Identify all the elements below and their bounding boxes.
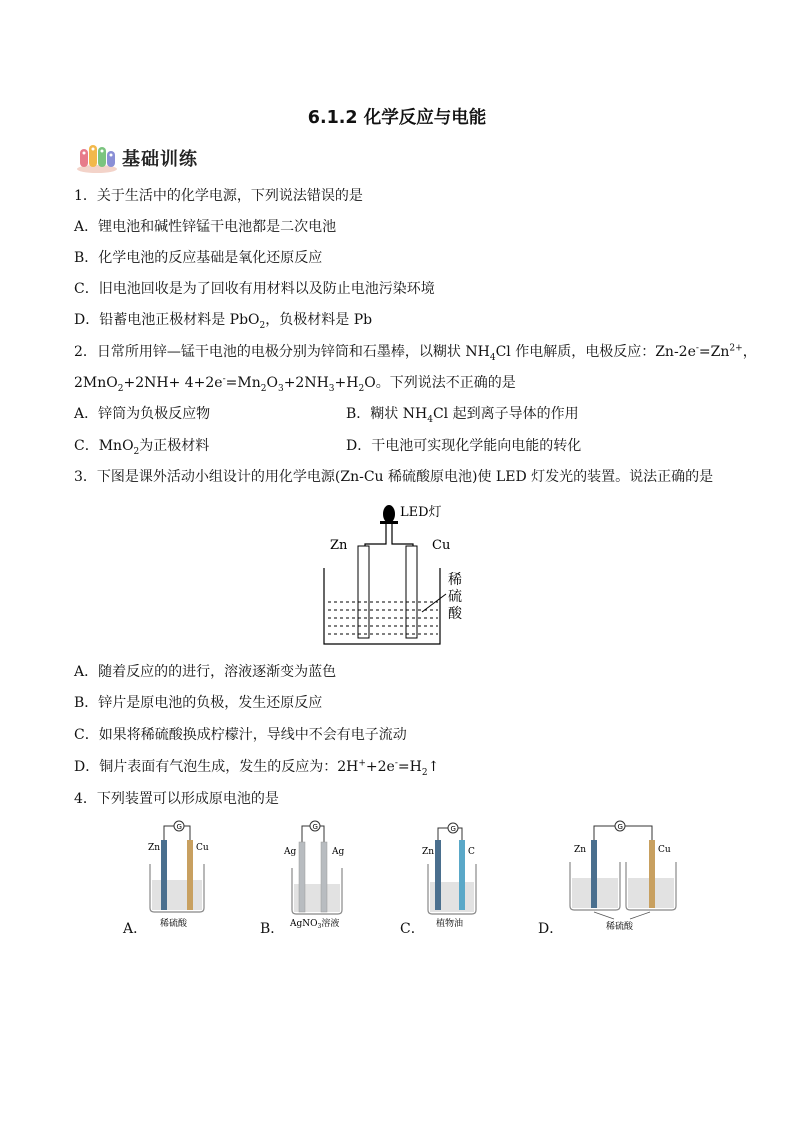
svg-text:Zn: Zn (148, 843, 161, 853)
q4-option-a-letter: A． (123, 921, 148, 937)
q1-option-c: C．旧电池回收是为了回收有用材料以及防止电池污染环境 (74, 281, 435, 297)
svg-text:G: G (450, 825, 456, 833)
svg-text:G: G (312, 823, 318, 831)
option-a-apparatus (140, 816, 230, 934)
label-led: LED灯 (400, 505, 442, 520)
section-badge (74, 141, 234, 175)
led-icon (383, 505, 395, 523)
svg-text:Ag: Ag (332, 847, 345, 857)
q1-option-a: A．锂电池和碱性锌锰干电池都是二次电池 (74, 219, 337, 235)
svg-text:稀硫酸: 稀硫酸 (606, 922, 634, 932)
label-cu: Cu (432, 538, 451, 553)
q4-option-b-letter: B． (260, 921, 285, 937)
q2-option-b: B．糊状 $NH_4Cl$ 起到离子导体的作用 (346, 406, 579, 425)
q3-option-c: C．如果将稀硫酸换成柠檬汁，导线中不会有电子流动 (74, 727, 407, 743)
label-zn: Zn (330, 538, 348, 553)
svg-text:G: G (176, 823, 182, 831)
q2-stem-line1: 2．日常所用锌—锰干电池的电极分别为锌筒和石墨棒，以糊状 $NH_4Cl$ 作电解质，电极反应：$Zn-2e^-=Zn^{2+}$， (74, 343, 757, 363)
svg-text:Ag: Ag (284, 847, 297, 857)
svg-text:稀: 稀 (448, 572, 462, 588)
q2-option-a: A．锌筒为负极反应物 (74, 406, 211, 422)
q3-stem: 3．下图是课外活动小组设计的用化学电源(Zn-Cu 稀硫酸原电池)使 LED 灯发光的装置。说法正确的是 (74, 469, 714, 485)
option-b-apparatus (280, 816, 360, 934)
svg-text:Cu: Cu (196, 843, 209, 853)
pencils-icon (74, 141, 120, 175)
svg-text:酸: 酸 (448, 606, 462, 622)
svg-text:植物油: 植物油 (436, 919, 464, 929)
page-title: 6.1.2 化学反应与电能 (307, 108, 487, 128)
q3-option-d: D．铜片表面有气泡生成，发生的反应为：$2H^++2e^-=H_2↑$ (74, 758, 440, 778)
q3-option-b: B．锌片是原电池的负极，发生还原反应 (74, 695, 323, 711)
svg-text:G: G (617, 823, 623, 831)
led-cell-diagram (320, 496, 480, 650)
svg-text:C: C (468, 847, 475, 857)
q4-option-c-letter: C． (400, 921, 425, 937)
option-c-apparatus (418, 816, 488, 934)
svg-text:AgNO3溶液: AgNO$_3$溶液 (290, 919, 340, 930)
q1-option-d: D．铅蓄电池正极材料是 PbO$_2$，负极材料是 Pb (74, 312, 373, 331)
q3-option-a: A．随着反应的的进行，溶液逐渐变为蓝色 (74, 664, 337, 680)
q1-option-b: B．化学电池的反应基础是氧化还原反应 (74, 250, 323, 266)
svg-text:Zn: Zn (574, 845, 587, 855)
q2-option-c: C．MnO$_2$为正极材料 (74, 438, 210, 457)
q4-option-d-letter: D． (538, 921, 564, 937)
q1-stem: 1．关于生活中的化学电源，下列说法错误的是 (74, 188, 363, 204)
option-d-apparatus (564, 816, 688, 934)
section-label: 基础训练 (122, 149, 198, 170)
svg-text:硫: 硫 (448, 589, 462, 605)
q4-stem: 4．下列装置可以形成原电池的是 (74, 791, 279, 807)
q2-stem-line2: $2MnO_2+2NH+ 4+2e^-=Mn_2O_3+2NH_3+H_2O$。下列说法不正确的是 (74, 374, 516, 394)
svg-text:稀硫酸: 稀硫酸 (160, 919, 188, 929)
q2-option-d: D．干电池可实现化学能向电能的转化 (346, 438, 582, 454)
svg-text:Cu: Cu (658, 845, 671, 855)
svg-text:Zn: Zn (422, 847, 435, 857)
